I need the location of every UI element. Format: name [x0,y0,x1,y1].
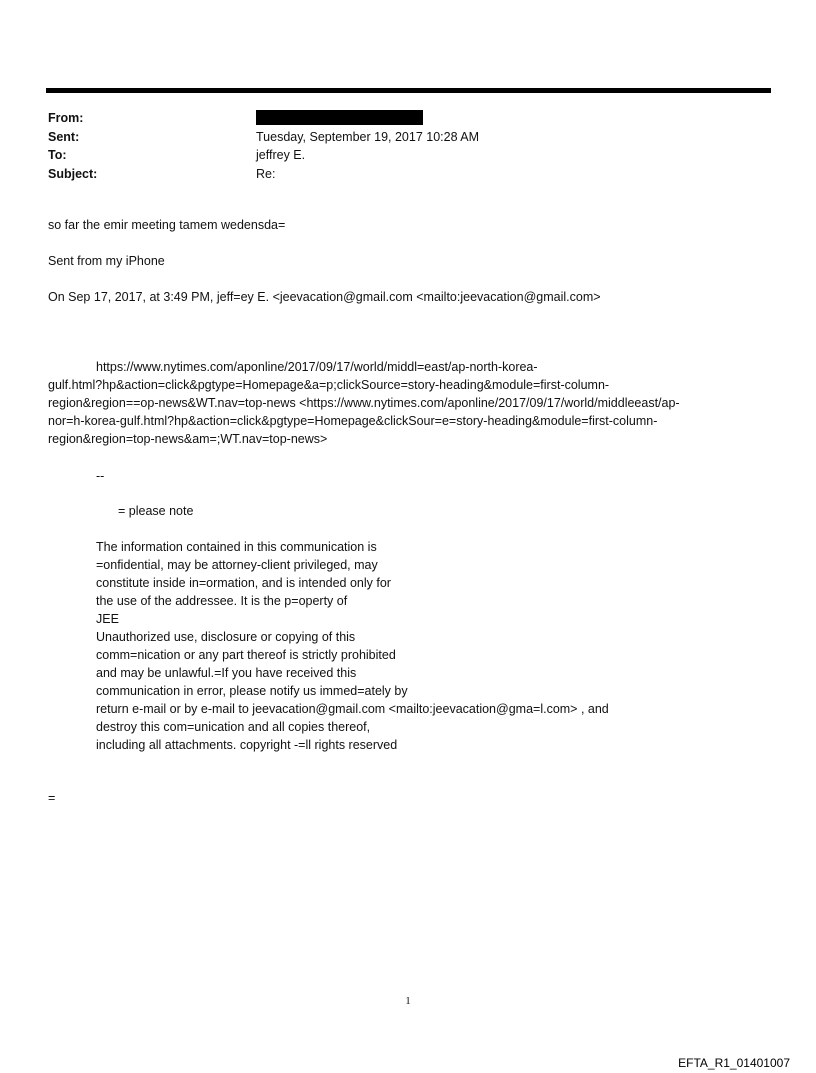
page-number: 1 [405,995,411,1007]
disclaimer-line: communication in error, please notify us immed=ately by [96,684,408,698]
url-line: gulf.html?hp&action=click&pgtype=Homepage&a=p;clickSource=story-heading&module=first-column- [48,378,610,392]
header-rule [46,88,771,93]
disclaimer-line: constitute inside in=ormation, and is intended only for [96,576,391,590]
url-line: https://www.nytimes.com/aponline/2017/09/17/world/middl=east/ap-north-korea- [96,360,538,374]
quoted-url-block [48,358,778,448]
disclaimer-line: The information contained in this communication is [96,540,377,554]
sent-row [48,128,748,147]
disclaimer-line: JEE [96,612,119,626]
disclaimer-line: Unauthorized use, disclosure or copying of this [96,630,356,644]
message-line: so far the emir meeting tamem wedensda= [48,218,286,232]
disclaimer-line: the use of the addressee. It is the p=operty of [96,594,348,608]
document-id: EFTA_R1_01401007 [678,1056,790,1070]
redacted-sender [256,110,423,125]
disclaimer-line: including all attachments. copyright -=ll rights reserved [96,738,398,752]
please-note-line: = please note [118,504,194,518]
separator-line: -- [96,469,105,483]
to-row [48,146,748,165]
subject-value: Re: [256,166,276,181]
subject-label: Subject: [48,166,98,181]
disclaimer-line: return e-mail or by e-mail to jeevacation@gmail.com <mailto:jeevacation@gma=l.com> , and [96,702,609,716]
from-row [48,109,748,128]
url-line: nor=h-korea-gulf.html?hp&action=click&pgtype=Homepage&clickSour=e=story-heading&module=first-column- [48,414,658,428]
to-value: jeffrey E. [256,148,306,162]
disclaimer-line: comm=nication or any part thereof is strictly prohibited [96,648,396,662]
quote-intro: On Sep 17, 2017, at 3:49 PM, jeff=ey E. <jeevacation@gmail.com <mailto:jeevacation@gmail.com> [48,290,601,304]
sent-value: Tuesday, September 19, 2017 10:28 AM [256,129,480,144]
subject-row [48,165,748,184]
disclaimer-line: =onfidential, may be attorney-client privileged, may [96,558,378,572]
sent-label: Sent: [48,129,80,144]
url-line: region&region=top-news&am=;WT.nav=top-news> [48,432,328,446]
email-header [48,109,748,183]
trailing-marker: = [48,791,56,805]
to-label: To: [48,148,67,162]
url-line: region&region==op-news&WT.nav=top-news <https://www.nytimes.com/aponline/2017/09/17/world/middleeast/ap- [48,396,680,410]
disclaimer-line: destroy this com=unication and all copies thereof, [96,720,371,734]
disclaimer-block [96,538,609,754]
from-label: From: [48,111,84,125]
disclaimer-line: and may be unlawful.=If you have received this [96,666,357,680]
signature-line: Sent from my iPhone [48,254,165,268]
